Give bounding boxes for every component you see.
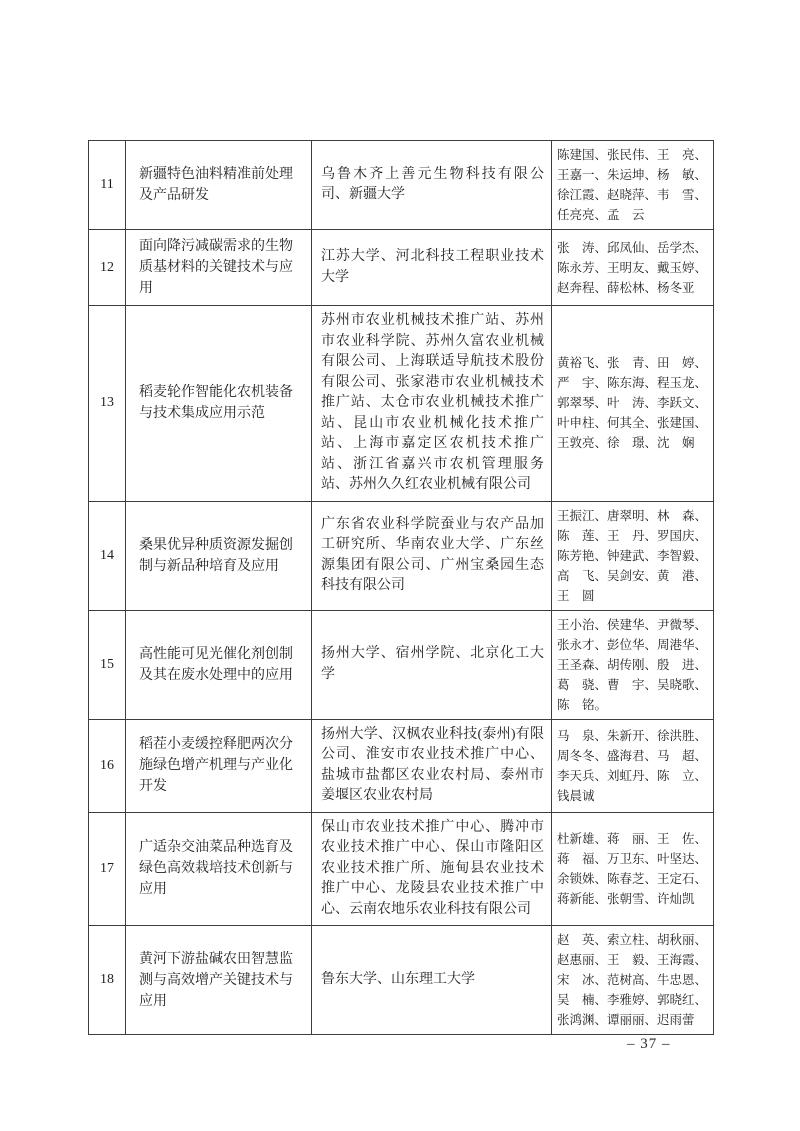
person-name: 杨 敏、	[657, 168, 708, 182]
person-name: 何其全、	[607, 416, 658, 431]
person-name: 王 毅、	[607, 953, 658, 967]
person-name: 谭丽丽、	[607, 1013, 658, 1027]
table-row	[89, 812, 714, 926]
person-name: 徐江霞、	[557, 188, 608, 202]
person-name: 韦 雪、	[657, 188, 708, 202]
person-name: 马 泉、	[557, 728, 608, 743]
project-title: 黄河下游盐碱农田智慧监测与高效增产关键技术与应用	[126, 926, 312, 1035]
person-name: 索立柱、	[607, 933, 658, 947]
completing-institutions: 鲁东大学、山东理工大学	[312, 926, 552, 1035]
row-number: 16	[89, 719, 126, 812]
person-name: 蒋新能、	[557, 891, 608, 906]
person-name: 赵 英、	[557, 933, 608, 947]
completing-persons	[552, 812, 714, 926]
completing-institutions: 扬州大学、汉枫农业科技(泰州)有限公司、淮安市农业技术推广中心、盐城市盐都区农业农村局、泰州市姜堰区农业农村局	[312, 719, 552, 812]
person-name: 王嘉一、	[557, 168, 608, 182]
person-name: 陈春芝、	[607, 871, 658, 886]
person-name: 叶坚达、	[657, 851, 708, 866]
row-number: 13	[89, 306, 126, 502]
row-number: 17	[89, 812, 126, 926]
person-name: 李天兵、	[557, 768, 608, 783]
person-name: 黄 港、	[657, 568, 708, 583]
person-name: 陈 立、	[657, 768, 708, 783]
person-name: 张朝雪、	[607, 891, 658, 906]
person-name: 徐洪胜、	[657, 728, 708, 743]
row-number: 15	[89, 610, 126, 719]
person-name: 杨冬亚	[657, 280, 695, 295]
person-name: 侯建华、	[607, 617, 658, 632]
award-project-table	[88, 140, 714, 1035]
person-name: 吴 楠、	[557, 993, 608, 1007]
table-row	[89, 610, 714, 719]
person-name: 陈东海、	[607, 376, 658, 391]
completing-institutions: 广东省农业科学院蚕业与农产品加工研究所、华南农业大学、广东丝源集团有限公司、广州宝桑园生态科技有限公司	[312, 501, 552, 610]
page-number: – 37 –	[627, 1036, 671, 1052]
person-name: 王定石、	[657, 871, 708, 886]
person-name: 朱新开、	[607, 728, 658, 743]
person-name: 钱晨诚	[557, 788, 595, 803]
person-name: 王圣森、	[557, 657, 608, 672]
person-name: 李跃文、	[657, 396, 708, 411]
project-title: 面向降污减碳需求的生物质基材料的关键技术与应用	[126, 230, 312, 306]
project-title: 广适杂交油菜品种选育及绿色高效栽培技术创新与应用	[126, 812, 312, 926]
person-name: 赵晓萍、	[607, 188, 658, 202]
person-name: 陈永芳、	[557, 260, 608, 275]
completing-persons	[552, 926, 714, 1035]
person-name: 王 佐、	[657, 831, 708, 846]
row-number: 11	[89, 141, 126, 230]
table-body	[89, 141, 714, 1035]
project-title: 高性能可见光催化剂创制及其在废水处理中的应用	[126, 610, 312, 719]
person-name: 任亮亮、	[557, 208, 608, 222]
person-name: 赵奔程、	[557, 280, 608, 295]
person-name: 邱凤仙、	[607, 240, 658, 255]
person-name: 李雅婷、	[607, 993, 658, 1007]
person-name: 张建国、	[657, 416, 708, 431]
person-name: 杜新雄、	[557, 831, 608, 846]
person-name: 曹 宇、	[607, 677, 658, 692]
person-name: 唐翠明、	[607, 508, 658, 523]
person-name: 张永才、	[557, 637, 608, 652]
person-name: 殷 进、	[657, 657, 708, 672]
person-name: 陈芳艳、	[557, 548, 608, 563]
person-name: 沈 娴	[657, 436, 695, 451]
person-name: 迟雨蕾	[657, 1013, 695, 1027]
table-row	[89, 230, 714, 306]
person-name: 蒋 福、	[557, 851, 608, 866]
person-name: 朱运坤、	[607, 168, 658, 182]
person-name: 牛忠恩、	[657, 973, 708, 987]
table-row	[89, 306, 714, 502]
person-name: 胡秋丽、	[657, 933, 708, 947]
person-name: 王 圆	[557, 588, 595, 603]
person-name: 李智毅、	[657, 548, 708, 563]
project-title: 稻麦轮作智能化农机装备与技术集成应用示范	[126, 306, 312, 502]
person-name: 吴剑安、	[607, 568, 658, 583]
person-name: 王振江、	[557, 508, 608, 523]
completing-persons	[552, 141, 714, 230]
person-name: 张鸿渊、	[557, 1013, 608, 1027]
completing-institutions: 苏州市农业机械技术推广站、苏州市农业科学院、苏州久富农业机械有限公司、上海联适导航技术股份有限公司、张家港市农业机械技术推广站、太仓市农业机械技术推广站、昆山市农业机械化技术推广站、上海市嘉定区农机技术推广站、浙江省嘉兴市农机管理服务站、苏州久久红农业机械有限公司	[312, 306, 552, 502]
person-name: 王 亮、	[657, 148, 708, 162]
completing-persons	[552, 610, 714, 719]
completing-institutions: 保山市农业技术推广中心、腾冲市农业技术推广中心、保山市隆阳区农业技术推广所、施甸县农业技术推广中心、龙陵县农业技术推广中心、云南农地乐农业科技有限公司	[312, 812, 552, 926]
table-row	[89, 719, 714, 812]
person-name: 钟建武、	[607, 548, 658, 563]
person-name: 王 丹、	[607, 528, 658, 543]
person-name: 郭晓红、	[657, 993, 708, 1007]
person-name: 万卫东、	[607, 851, 658, 866]
person-name: 张民伟、	[607, 148, 658, 162]
person-name: 孟 云	[607, 208, 645, 222]
completing-persons	[552, 501, 714, 610]
person-name: 周港华、	[657, 637, 708, 652]
person-name: 郭翠琴、	[557, 396, 608, 411]
project-title: 稻茬小麦缓控释肥两次分施绿色增产机理与产业化开发	[126, 719, 312, 812]
person-name: 范树高、	[607, 973, 658, 987]
person-name: 叶 涛、	[607, 396, 658, 411]
completing-persons	[552, 306, 714, 502]
table-row	[89, 926, 714, 1035]
person-name: 余锁姝、	[557, 871, 608, 886]
person-name: 张 青、	[607, 356, 658, 371]
row-number: 12	[89, 230, 126, 306]
row-number: 14	[89, 501, 126, 610]
person-name: 胡传刚、	[607, 657, 658, 672]
person-name: 叶申柱、	[557, 416, 608, 431]
person-name: 赵惠丽、	[557, 953, 608, 967]
project-title: 新疆特色油料精准前处理及产品研发	[126, 141, 312, 230]
person-name: 林 森、	[657, 508, 708, 523]
person-name: 张 涛、	[557, 240, 608, 255]
person-name: 陈 莲、	[557, 528, 608, 543]
table-row	[89, 501, 714, 610]
person-name: 尹微琴、	[657, 617, 708, 632]
person-name: 罗国庆、	[657, 528, 708, 543]
completing-persons	[552, 719, 714, 812]
person-name: 徐 璟、	[607, 436, 658, 451]
person-name: 陈 铭。	[557, 697, 608, 712]
completing-institutions: 江苏大学、河北科技工程职业技术大学	[312, 230, 552, 306]
person-name: 严 宇、	[557, 376, 608, 391]
project-title: 桑果优异种质资源发掘创制与新品种培育及应用	[126, 501, 312, 610]
table-row	[89, 141, 714, 230]
person-name: 王海霞、	[657, 953, 708, 967]
person-name: 程玉龙、	[657, 376, 708, 391]
person-name: 许灿凯	[657, 891, 695, 906]
person-name: 马 超、	[657, 748, 708, 763]
person-name: 薛松林、	[607, 280, 658, 295]
person-name: 彭位华、	[607, 637, 658, 652]
person-name: 王明友、	[607, 260, 658, 275]
person-name: 周冬冬、	[557, 748, 608, 763]
person-name: 黄裕飞、	[557, 356, 608, 371]
person-name: 吴晓歌、	[657, 677, 708, 692]
completing-institutions: 乌鲁木齐上善元生物科技有限公司、新疆大学	[312, 141, 552, 230]
person-name: 宋 冰、	[557, 973, 608, 987]
person-name: 盛海君、	[607, 748, 658, 763]
person-name: 田 婷、	[657, 356, 708, 371]
person-name: 戴玉婷、	[657, 260, 708, 275]
completing-institutions: 扬州大学、宿州学院、北京化工大学	[312, 610, 552, 719]
person-name: 蒋 丽、	[607, 831, 658, 846]
completing-persons	[552, 230, 714, 306]
person-name: 陈建国、	[557, 148, 608, 162]
person-name: 高 飞、	[557, 568, 608, 583]
person-name: 葛 骁、	[557, 677, 608, 692]
person-name: 岳学杰、	[657, 240, 708, 255]
person-name: 王小治、	[557, 617, 608, 632]
person-name: 王敦亮、	[557, 436, 608, 451]
person-name: 刘虹丹、	[607, 768, 658, 783]
row-number: 18	[89, 926, 126, 1035]
